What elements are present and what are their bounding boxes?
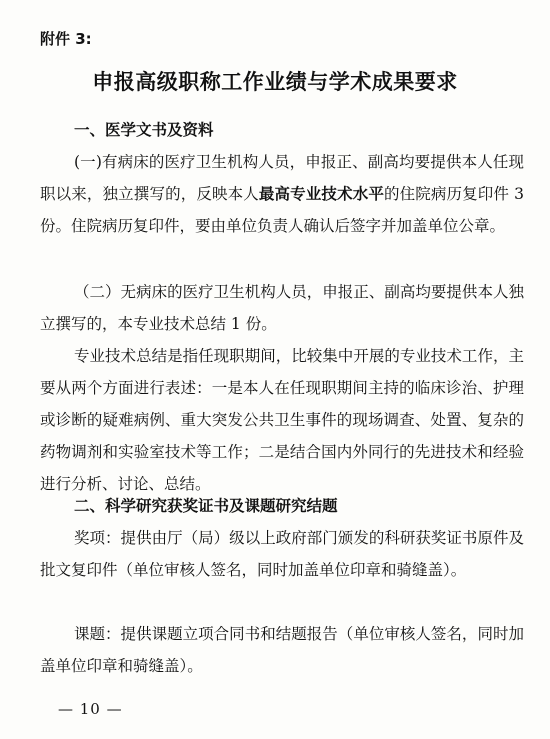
paragraph-with-beds-text-1: (一)有病床的医疗卫生机构人员，申报正、副高均要提供本人任现职以来，独立撰写的，反映本人 bbox=[40, 153, 524, 203]
section-heading-medical-documents: 一、医学文书及资料 bbox=[74, 121, 214, 139]
paragraph-without-beds: （二）无病床的医疗卫生机构人员，申报正、副高均要提供本人独立撰写的，本专业技术总结 1 份。 bbox=[40, 283, 524, 333]
paragraph-technical-summary: 专业技术总结是指任现职期间，比较集中开展的专业技术工作，主要从两个方面进行表述：一是本人在任现职期间主持的临床诊治、护理或诊断的疑难病例、重大突发公共卫生事件的现场调查、处置、复杂的药物调剂和实验室技术等工作；二是结合国内外同行的先进技术和经验进行分析、讨论、总结。 bbox=[40, 347, 524, 493]
paragraph-awards: 奖项：提供由厅（局）级以上政府部门颁发的科研获奖证书原件及批文复印件（单位审核人签名，同时加盖单位印章和骑缝盖）。 bbox=[40, 529, 524, 579]
attachment-label: 附件 3: bbox=[40, 30, 92, 48]
paragraph-with-beds bbox=[40, 146, 524, 242]
page-number: — 10 — bbox=[58, 700, 123, 718]
section-heading-research: 二、科学研究获奖证书及课题研究结题 bbox=[74, 497, 338, 515]
paragraph-with-beds-text-2: 的住院病历复印件 3 份。住院病历复印件，要由单位负责人确认后签字并加盖单位公章。 bbox=[40, 185, 524, 235]
document-title: 申报高级职称工作业绩与学术成果要求 bbox=[92, 70, 458, 94]
paragraph-projects: 课题：提供课题立项合同书和结题报告（单位审核人签名，同时加盖单位印章和骑缝盖）。 bbox=[40, 625, 524, 675]
paragraph-with-beds-emphasis: 最高专业技术水平 bbox=[258, 184, 384, 203]
